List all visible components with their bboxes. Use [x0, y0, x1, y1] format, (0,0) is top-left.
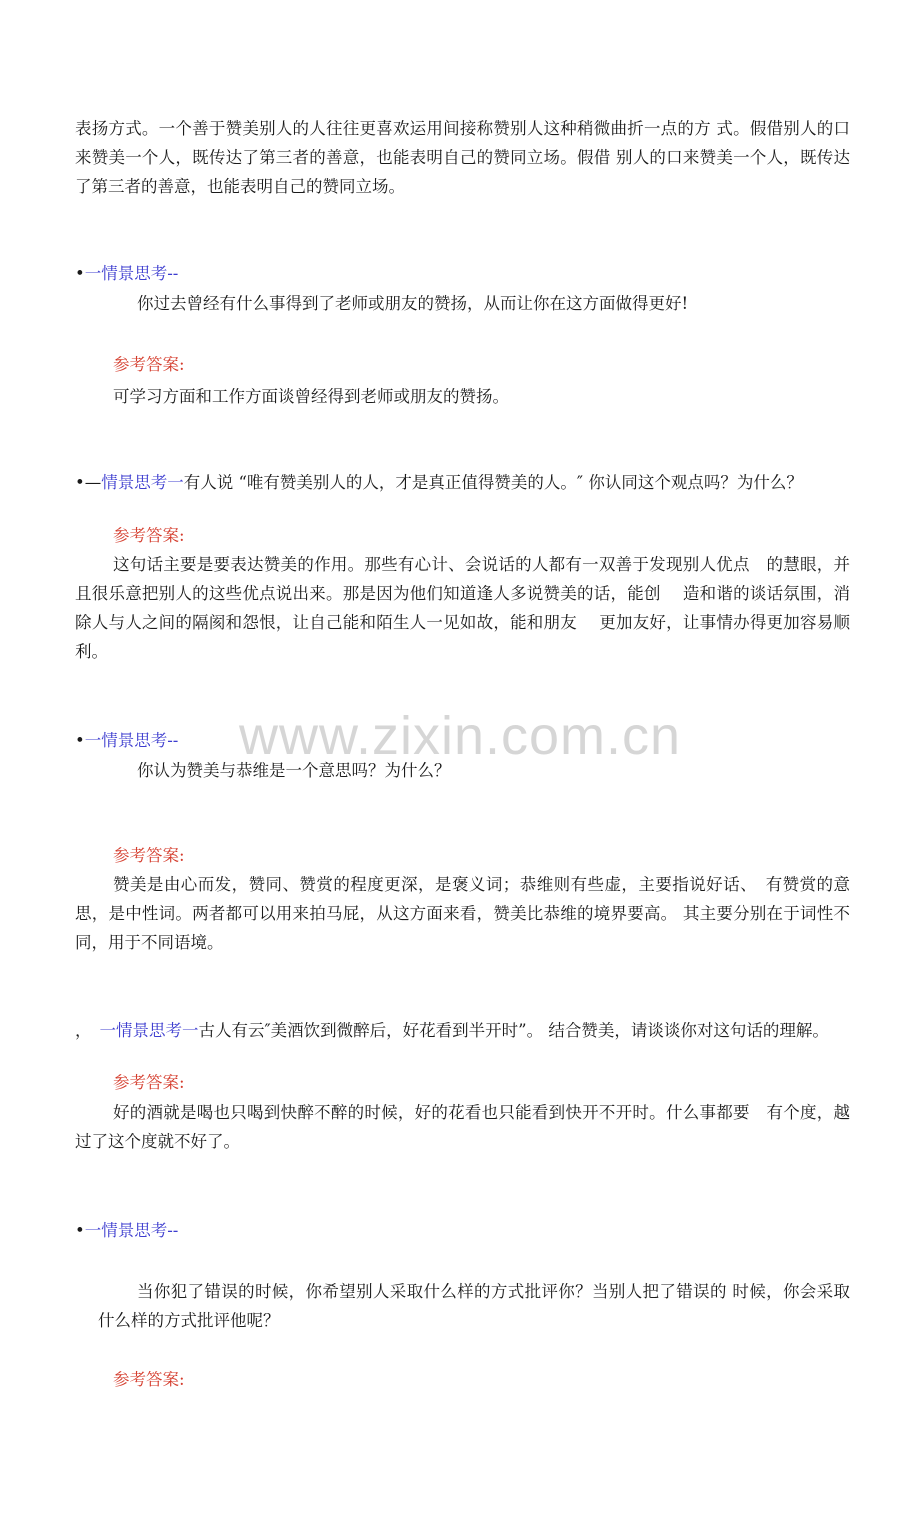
section-5-question: 当你犯了错误的时候，你希望别人采取什么样的方式批评你？当别人把了错误的 时候，你会采取什么样的方式批评他呢？	[98, 1282, 850, 1330]
section-5-heading-line	[75, 1216, 850, 1245]
section-heading: 一情景思考一	[99, 1021, 199, 1040]
section-4-heading-line	[75, 1016, 850, 1045]
section-heading: 一情景思考--	[84, 1221, 179, 1240]
bullet-marker: •	[75, 264, 85, 283]
section-1-heading-line	[75, 259, 850, 288]
bullet-marker: •	[75, 1221, 85, 1240]
section-heading: 一情景思考--	[84, 264, 179, 283]
answer-label: 参考答案:	[113, 526, 185, 545]
section-3-heading-line	[75, 726, 850, 755]
section-heading: 一情景思考--	[84, 731, 179, 750]
section-3-question: 你认为赞美与恭维是一个意思吗？为什么？	[137, 761, 451, 780]
section-1-question: 你过去曾经有什么事得到了老师或朋友的赞扬，从而让你在这方面做得更好!	[137, 294, 689, 313]
section-4-answer: 好的酒就是喝也只喝到快醉不醉的时候，好的花看也只能看到快开不开时。什么事都要 有个度，越过了这个度就不好了。	[75, 1103, 850, 1151]
bullet-marker: •	[75, 731, 85, 750]
answer-label: 参考答案:	[113, 355, 185, 374]
intro-paragraph: 表扬方式。一个善于赞美别人的人往往更喜欢运用间接称赞别人这种稍微曲折一点的方 式。假借别人的口来赞美一个人，既传达了第三者的善意，也能表明自己的赞同立场。假借 别人的口来赞美一个人，既传达了第三者的善意，也能表明自己的赞同立场。	[75, 119, 850, 196]
answer-label: 参考答案:	[113, 1073, 185, 1092]
section-heading: 情景思考一	[101, 473, 184, 492]
section-4-question: 古人有云″美酒饮到微醉后，好花看到半开时”。 结合赞美，请谈谈你对这句话的理解。	[198, 1021, 829, 1040]
section-3-answer: 赞美是由心而发，赞同、赞赏的程度更深，是褒义词；恭维则有些虚，主要指说好话、 有赞赏的意思，是中性词。两者都可以用来拍马屁，从这方面来看，赞美比恭维的境界要高。 其主要分别在于词性不同，用于不同语境。	[75, 875, 850, 952]
watermark: www.zixin.com.cn	[238, 706, 682, 766]
section-2-answer: 这句话主要是要表达赞美的作用。那些有心计、会说话的人都有一双善于发现别人优点 的慧眼，并且很乐意把别人的这些优点说出来。那是因为他们知道逢人多说赞美的话，能创 造和谐的谈话氛围，消除人与人之间的隔阂和怨恨，让自己能和陌生人一见如故，能和朋友 更加友好，让事情办得更加容易顺利。	[75, 555, 850, 661]
section-2-question: 有人说 “唯有赞美别人的人，才是真正值得赞美的人。″ 你认同这个观点吗？为什么？	[183, 473, 803, 492]
bullet-marker: •—	[75, 473, 102, 492]
section-2-heading-line	[75, 468, 850, 497]
bullet-marker: ，	[75, 1021, 92, 1040]
answer-label: 参考答案:	[113, 846, 185, 865]
answer-label: 参考答案:	[113, 1370, 185, 1389]
section-1-answer: 可学习方面和工作方面谈曾经得到老师或朋友的赞扬。	[113, 387, 509, 406]
